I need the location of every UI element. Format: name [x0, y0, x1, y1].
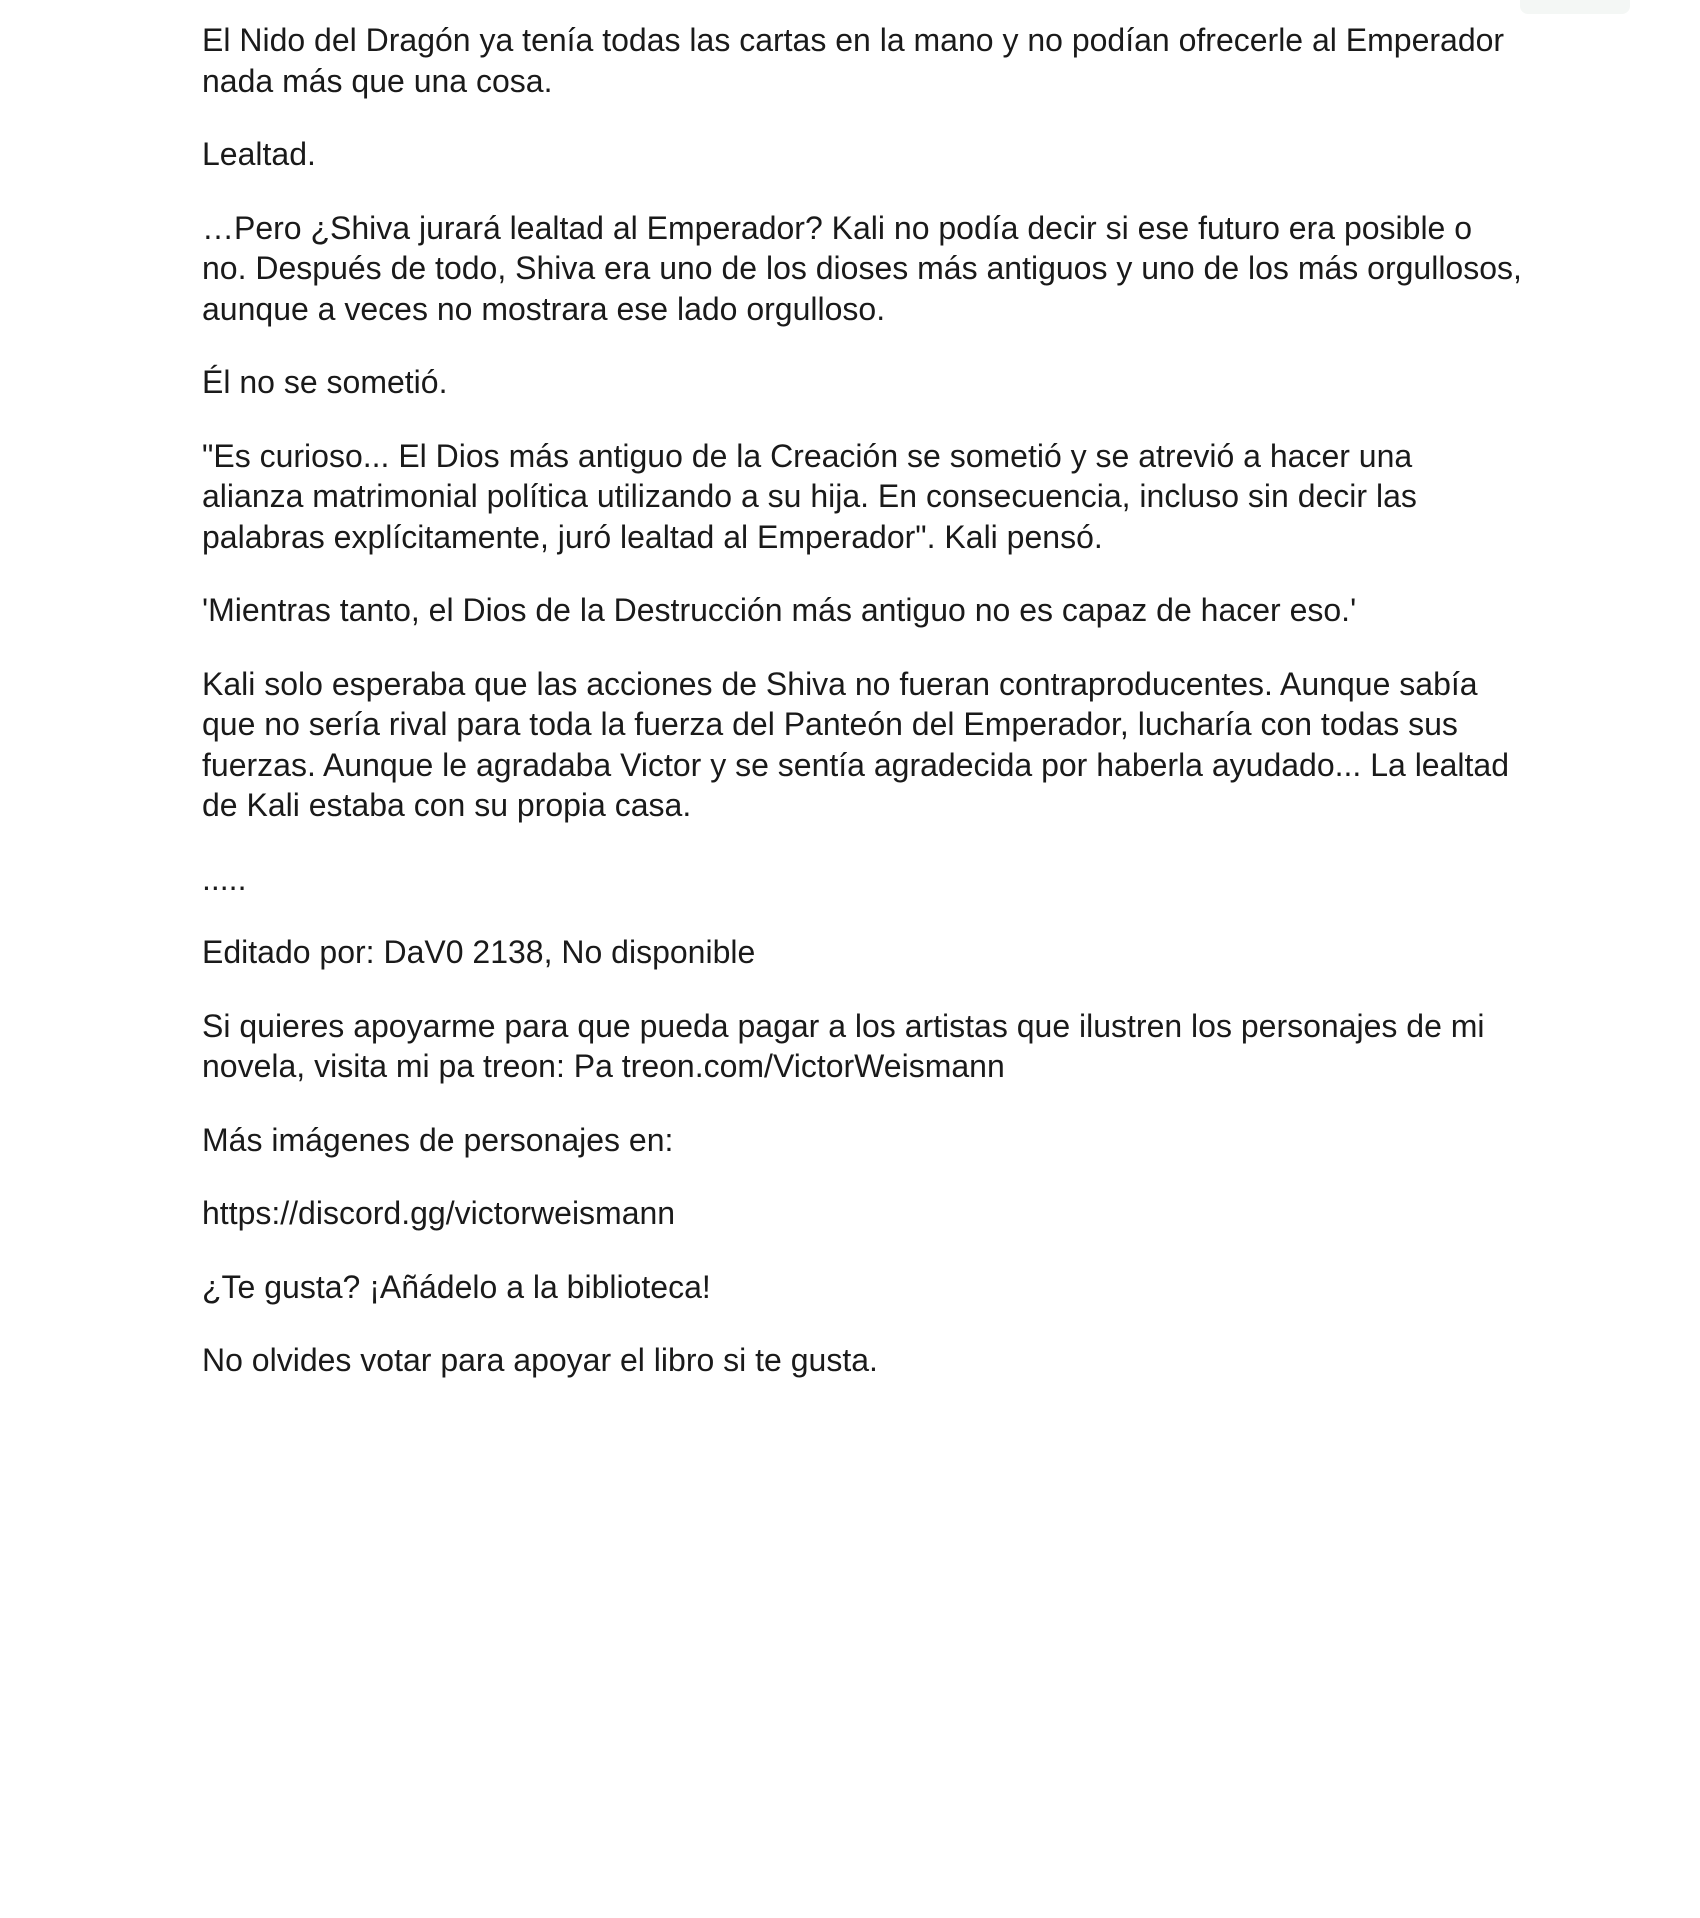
paragraph-intro: El Nido del Dragón ya tenía todas las cartas en la mano y no podían ofrecerle al Emperador nada más que una cosa. [202, 22, 1505, 99]
paragraph-es-curioso: "Es curioso... El Dios más antiguo de la Creación se sometió y se atrevió a hacer una alianza matrimonial política utilizando a su hija. En consecuencia, incluso sin decir las palabras explícitamente, juró lealtad al Emperador". Kali pensó. [202, 437, 1417, 555]
paragraph-kali-esperaba: Kali solo esperaba que las acciones de Shiva no fueran contraproducentes. Aunque sabía que no sería rival para toda la fuerza del Panteón del Emperador, lucharía con todas sus fuerzas. Aunque le agradaba Victor y se sentía agradecida por haberla ayudado... La lealtad de Kali estaba con su propia casa. [202, 665, 1509, 823]
paragraph-mientras-tanto: 'Mientras tanto, el Dios de la Destrucción más antiguo no es capaz de hacer eso.' [202, 592, 1357, 628]
document-body [202, 20, 1522, 1414]
paragraph-lealtad: Lealtad. [202, 136, 316, 172]
corner-mark [1520, 0, 1630, 14]
paragraph-no-se-sometio: Él no se sometió. [202, 364, 448, 400]
paragraph-discord-link: https://discord.gg/victorweismann [202, 1195, 676, 1231]
paragraph-separator: ..... [202, 860, 247, 897]
paragraph-te-gusta: ¿Te gusta? ¡Añádelo a la biblioteca! [202, 1268, 711, 1305]
paragraph-votar: No olvides votar para apoyar el libro si te gusta. [202, 1342, 878, 1378]
paragraph-shiva-question: …Pero ¿Shiva jurará lealtad al Emperador? Kali no podía decir si ese futuro era posible o no. Después de todo, Shiva era uno de los dioses más antiguos y uno de los más orgullosos, aunque a veces no mostrara ese lado orgulloso. [202, 209, 1522, 327]
paragraph-mas-imagenes: Más imágenes de personajes en: [202, 1121, 674, 1158]
paragraph-editor-credit: Editado por: DaV0 2138, No disponible [202, 934, 756, 970]
paragraph-patreon: Si quieres apoyarme para que pueda pagar a los artistas que ilustren los personajes de mi novela, visita mi pa treon: Pa treon.com/VictorWeismann [202, 1007, 1485, 1084]
